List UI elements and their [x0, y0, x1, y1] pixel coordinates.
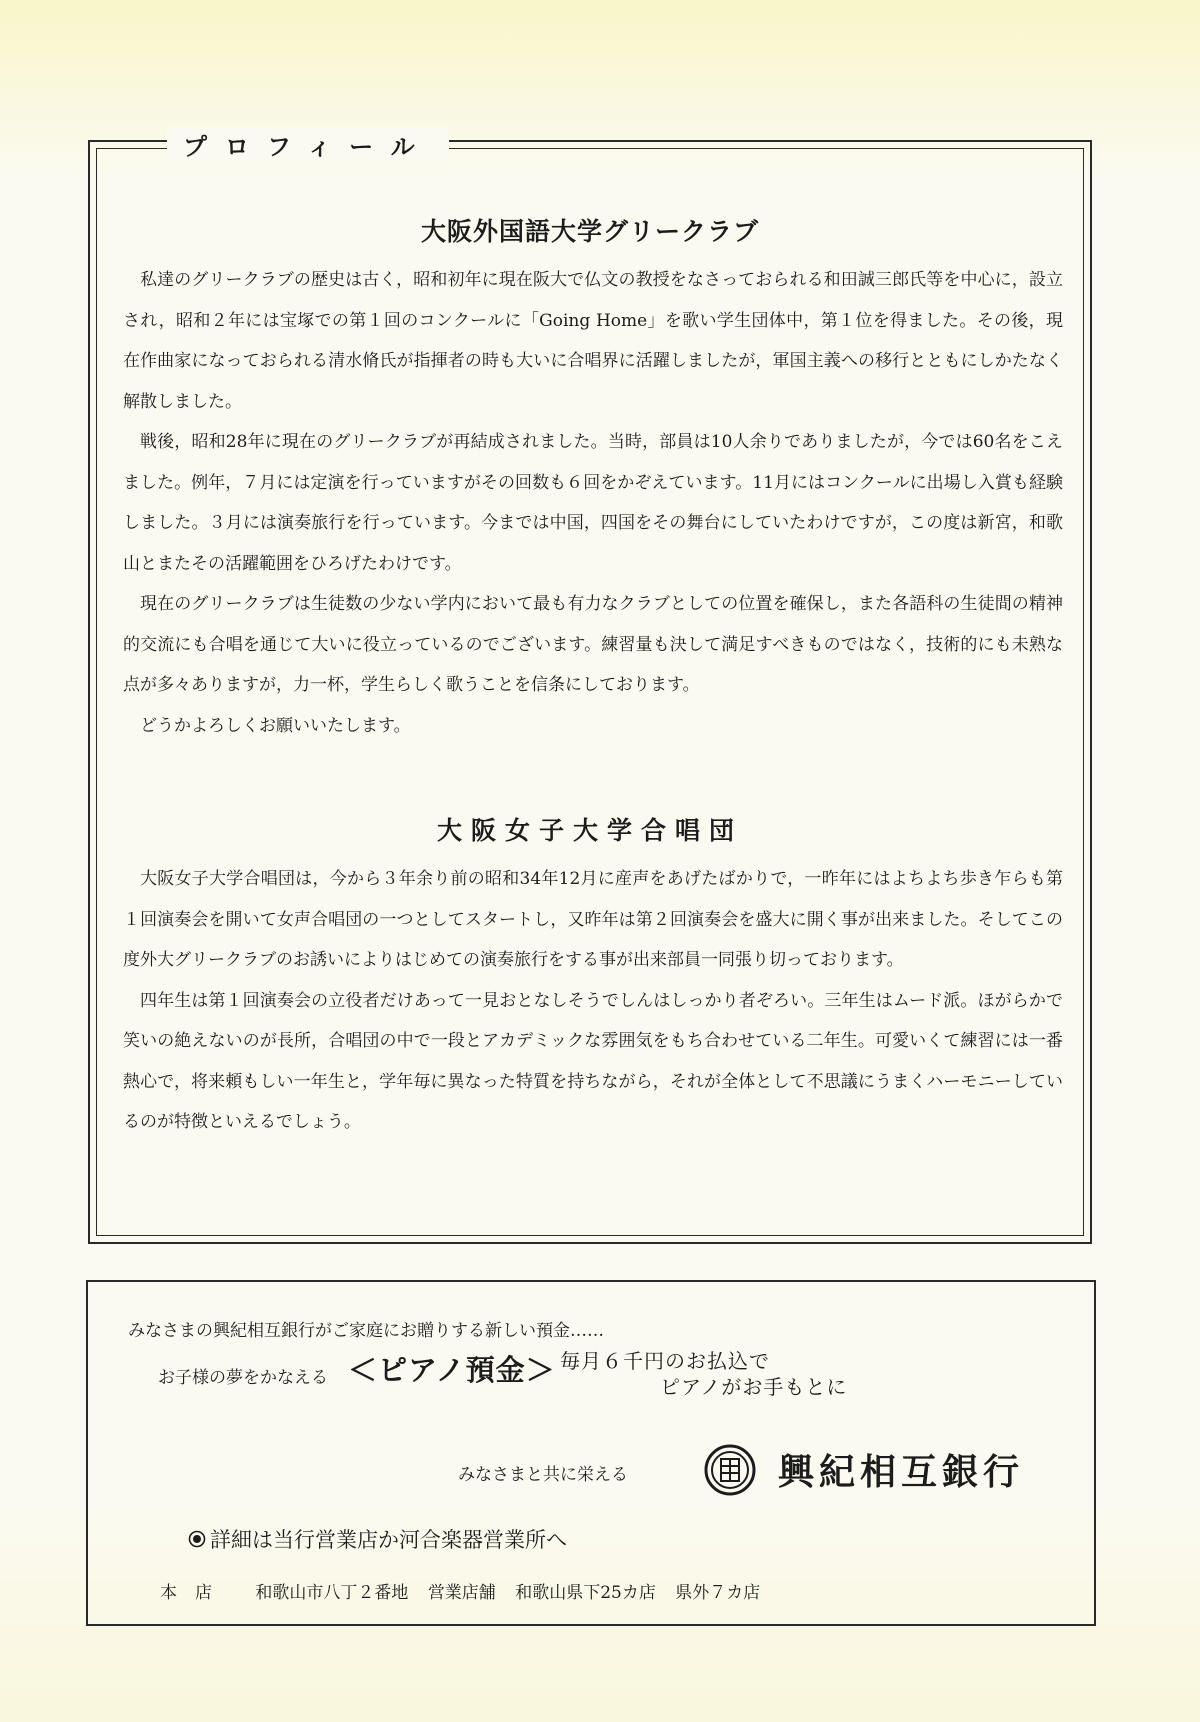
ad-headline-product: ＜ピアノ預金＞ [348, 1353, 556, 1387]
section-title-osaka-gaidai: 大阪外国語大学グリークラブ [420, 217, 759, 246]
paragraph: 四年生は第１回演奏会の立役者だけあって一見おとなしそうでしんはしっかり者ぞろい。三年生はムード派。ほがらかで笑いの絶えないのが長所，合唱団の中で一段とアカデミックな雰囲気をもち合わせている二年生。可愛いくて練習には一番熱心で，将来頼もしい一年生と，学年毎に異なった特質を持ちながら，それが全体として不思議にうまくハーモニーしているのが特徴といえるでしょう。 [123, 990, 1063, 1132]
paragraph: 戦後，昭和28年に現在のグリークラブが再結成されました。当時，部員は10人余りでありましたが，今では60名をこえました。例年，７月には定演を行っていますがその回数も６回をかぞえています。11月にはコンクールに出場し入賞も経験しました。３月には演奏旅行を行っています。今までは中国，四国をその舞台にしていたわけですが，この度は新宮，和歌山とまたその活躍範囲をひろげたわけです。 [123, 432, 1063, 574]
ad-offer [560, 1348, 847, 1400]
outside-branches-value: 県外７カ店 [675, 1583, 761, 1603]
head-office-address: 和歌山市八丁２番地 [255, 1583, 409, 1603]
circle-bullet-icon [188, 1530, 206, 1548]
bank-logo-icon [704, 1444, 756, 1496]
ad-headline-lead: お子様の夢をかなえる [158, 1368, 328, 1388]
ad-tagline: みなさまの興紀相互銀行がご家庭にお贈りする新しい預金…… [128, 1321, 604, 1341]
ad-offer-line1: 毎月６千円のお払込で [560, 1349, 770, 1373]
bank-advertisement [86, 1280, 1096, 1626]
profile-frame [88, 133, 1092, 1244]
ad-info-text: 詳細は当行営業店か河合楽器営業所へ [210, 1528, 567, 1552]
section-body-osaka-joshidai [123, 859, 1063, 1143]
paragraph: 大阪女子大学合唱団は，今から３年余り前の昭和34年12月に産声をあげたばかりで，一昨年にはよちよち歩き乍らも第１回演奏会を開いて女声合唱団の一つとしてスタートし，又昨年は第２回演奏会を盛大に開く事が出来ました。そしてこの度外大グリークラブのお誘いによりはじめての演奏旅行をする事が出来部員一同張り切っております。 [123, 869, 1063, 970]
ad-slogan: みなさまと共に栄える [458, 1465, 628, 1485]
profile-label: プロフィール [167, 127, 449, 167]
profile-inner-frame [96, 133, 1084, 1236]
bank-name: 興紀相互銀行 [778, 1452, 1025, 1493]
ad-offer-line2: ピアノがお手もとに [660, 1375, 848, 1399]
branches-label: 営業店舗 [427, 1583, 496, 1603]
paragraph: どうかよろしくお願いいたします。 [140, 715, 411, 736]
section-body-osaka-gaidai [123, 260, 1063, 746]
paragraph: 私達のグリークラブの歴史は古く，昭和初年に現在阪大で仏文の教授をなさっておられる和田誠三郎氏等を中心に，設立され，昭和２年には宝塚での第１回のコンクールに「Going Home」を歌い学生団体中，第１位を得ました。その後，現在作曲家になっておられる清水脩氏が指揮者の時も大いに合唱界に活躍しましたが，軍国主義への移行とともにしかたなく解散しました。 [123, 270, 1063, 412]
ad-info [188, 1524, 567, 1554]
section-title-osaka-joshidai: 大阪女子大学合唱団 [436, 816, 743, 845]
head-office-label: 本店 [160, 1583, 230, 1603]
ad-address [160, 1578, 774, 1603]
branches-value: 和歌山県下25カ店 [515, 1583, 656, 1603]
paragraph: 現在のグリークラブは生徒数の少ない学内において最も有力なクラブとしての位置を確保し，また各語科の生徒間の精神的交流にも合唱を通じて大いに役立っているのでございます。練習量も決して満足すべきものではなく，技術的にも未熟な点が多々ありますが，力一杯，学生らしく歌うことを信条にしております。 [123, 594, 1063, 695]
